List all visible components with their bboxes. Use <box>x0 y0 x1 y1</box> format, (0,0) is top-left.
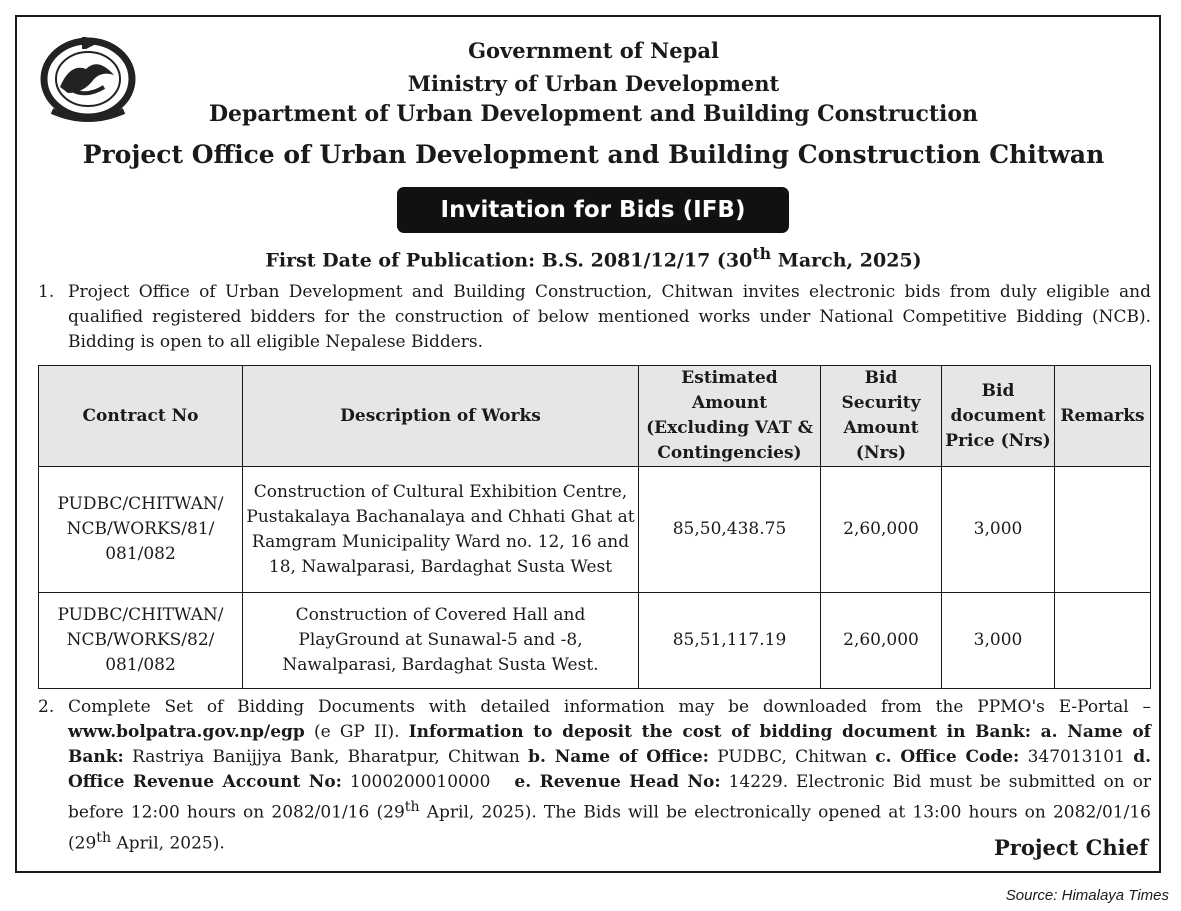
description-cell: Construction of Covered Hall and PlayGround at Sunawal-5 and -8, Nawalparasi, Bardaghat Susta West. <box>243 593 639 689</box>
remarks-cell <box>1055 593 1151 689</box>
header-estimated-amount: Estimated Amount (Excluding VAT & Contingencies) <box>639 366 821 467</box>
header-contract-no: Contract No <box>39 366 243 467</box>
p2-office-label: b. Name of Office: <box>528 747 709 767</box>
bid-security-cell: 2,60,000 <box>821 593 942 689</box>
contract-no-cell: PUDBC/CHITWAN/ NCB/WORKS/81/ 081/082 <box>39 467 243 593</box>
publication-date-suffix: March, 2025) <box>771 249 922 272</box>
p2-account: 1000200010000 <box>341 772 515 792</box>
header-bid-security: Bid Security Amount (Nrs) <box>821 366 942 467</box>
publication-date-prefix: First Date of Publication: B.S. 2081/12/17 (30 <box>265 249 753 272</box>
estimated-amount-cell: 85,50,438.75 <box>639 467 821 593</box>
p2-account-label: d. Office Revenue Account No: <box>68 747 1151 792</box>
header-doc-price: Bid document Price (Nrs) <box>942 366 1055 467</box>
paragraph-2-number: 2. <box>38 697 55 717</box>
p2-code: 347013101 <box>1019 747 1134 767</box>
works-table <box>38 365 1151 689</box>
table-row <box>39 593 1151 689</box>
p2-t2: (e GP II). <box>304 722 409 742</box>
paragraph-2 <box>38 695 1151 856</box>
portal-link[interactable]: www.bolpatra.gov.np/egp <box>68 722 305 742</box>
title-banner: Invitation for Bids (IFB) <box>397 187 789 233</box>
bid-security-cell: 2,60,000 <box>821 467 942 593</box>
publication-date-sup: th <box>752 244 772 263</box>
table-row <box>39 467 1151 593</box>
p2-sup1: th <box>404 799 420 815</box>
estimated-amount-cell: 85,51,117.19 <box>639 593 821 689</box>
p2-office: PUDBC, Chitwan <box>708 747 876 767</box>
header-ministry: Ministry of Urban Development <box>407 71 780 96</box>
p2-sup2: th <box>96 829 112 846</box>
header-government: Government of Nepal <box>468 38 719 63</box>
description-cell: Construction of Cultural Exhibition Centre, Pustakalaya Bachanalaya and Chhati Ghat at Ramgram Municipality Ward no. 12, 16 and 18, Nawalparasi, Bardaghat Susta West <box>243 467 639 593</box>
p2-t4: April, 2025). <box>111 833 225 854</box>
doc-price-cell: 3,000 <box>942 593 1055 689</box>
paragraph-1-text: Project Office of Urban Development and Building Construction, Chitwan invites electronic bids from duly eligible and qualified registered bidders for the construction of below mentioned works under National Competitive Bidding (NCB). Bidding is open to all eligible Nepalese Bidders. <box>68 282 1151 352</box>
p2-t3: April, 2025). The Bids will be electronically opened at 13:00 hours on 2082/01/16 (29 <box>68 802 1151 854</box>
header-department: Department of Urban Development and Building Construction <box>208 101 979 127</box>
p2-bank: Rastriya Banijjya Bank, Bharatpur, Chitwan <box>123 747 529 767</box>
signature-project-chief: Project Chief <box>994 835 1148 860</box>
header-description: Description of Works <box>243 366 639 467</box>
source-credit: Source: Himalaya Times <box>1005 887 1169 904</box>
paragraph-2-text <box>68 695 1151 856</box>
p2-code-label: c. Office Code: <box>875 747 1020 767</box>
header-project-office: Project Office of Urban Development and Building Construction Chitwan <box>82 140 1105 169</box>
p2-head: 14229. Electronic Bid must be submitted on or before 12:00 hours on 2082/01/16 (29 <box>68 772 1151 823</box>
paragraph-1-number: 1. <box>38 282 55 302</box>
doc-price-cell: 3,000 <box>942 467 1055 593</box>
p2-head-label: e. Revenue Head No: <box>514 772 721 792</box>
remarks-cell <box>1055 467 1151 593</box>
publication-date <box>3 244 1181 271</box>
header-remarks: Remarks <box>1055 366 1151 467</box>
contract-no-cell: PUDBC/CHITWAN/ NCB/WORKS/82/ 081/082 <box>39 593 243 689</box>
paragraph-1 <box>38 280 1151 355</box>
p2-t1: Complete Set of Bidding Documents with detailed information may be downloaded from the PPMO's E-Portal – <box>68 697 1151 717</box>
p2-bank-label: Information to deposit the cost of bidding document in Bank: a. Name of Bank: <box>68 722 1151 767</box>
